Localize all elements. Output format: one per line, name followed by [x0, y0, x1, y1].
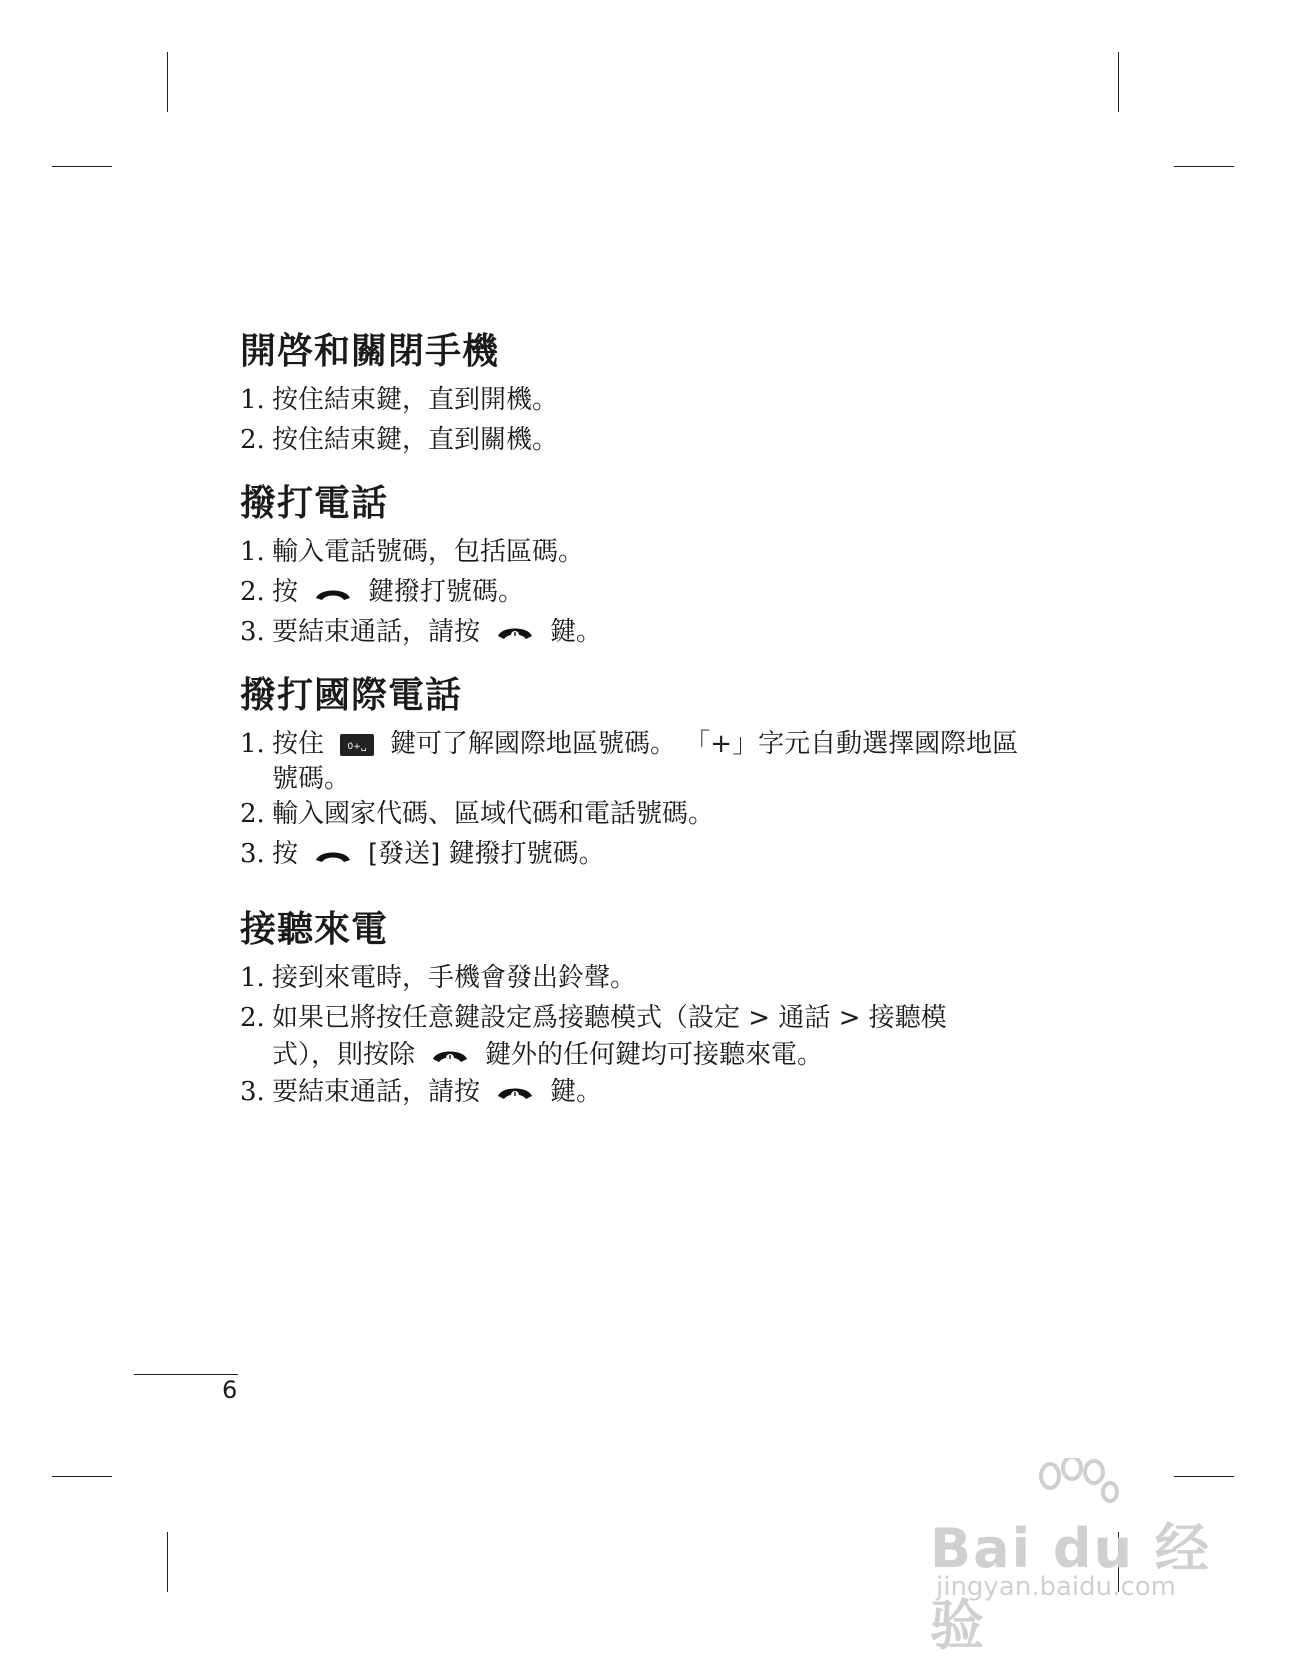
list-item: 3. 要結束通話，請按 鍵。: [240, 1077, 603, 1107]
send-key-icon: [314, 846, 352, 864]
section-power: [240, 330, 1060, 460]
section-title: 撥打國際電話: [240, 675, 463, 716]
baidu-watermark: [930, 1458, 1230, 1657]
section-title: 撥打電話: [240, 483, 389, 524]
send-key-icon: [314, 584, 352, 602]
list-item: 1. 輸入電話號碼，包括區碼。: [240, 537, 585, 567]
end-key-icon: [496, 1084, 534, 1102]
list-item: 1. 接到來電時，手機會發出鈴聲。: [240, 963, 637, 993]
svg-text:0+␣: 0+␣: [347, 741, 367, 752]
zero-plus-key-icon: [340, 734, 374, 756]
crop-mark: [1174, 166, 1234, 167]
watermark-brand: Bai du 经验: [930, 1517, 1211, 1657]
crop-mark: [167, 1532, 168, 1592]
section-answer-call: [240, 908, 1060, 1112]
crop-mark: [1118, 52, 1119, 112]
section-make-call: [240, 482, 1060, 652]
list-item: 2. 按 鍵撥打號碼。: [240, 577, 525, 607]
page-number: 6: [222, 1376, 238, 1404]
watermark-url: jingyan.baidu.com: [936, 1572, 1176, 1602]
list-item: 1. 按住結束鍵，直到開機。: [240, 385, 559, 415]
list-item: 2. 如果已將按任意鍵設定爲接聽模式（設定 > 通話 > 接聽模 式），則按除 鍵外的任何鍵均可接聽來電。: [240, 1003, 947, 1070]
page-number-rule: [134, 1374, 238, 1375]
section-international-call: [240, 674, 1060, 874]
section-title: 開啓和關閉手機: [240, 331, 500, 372]
end-key-icon: [431, 1047, 469, 1065]
list-item: 2. 按住結束鍵，直到關機。: [240, 425, 559, 455]
list-item: 3. 按 [發送] 鍵撥打號碼。: [240, 839, 605, 869]
list-item: 3. 要結束通話，請按 鍵。: [240, 617, 603, 647]
crop-mark: [167, 52, 168, 112]
crop-mark: [52, 166, 112, 167]
section-title: 接聽來電: [240, 909, 389, 950]
crop-mark: [52, 1476, 112, 1477]
list-item: 2. 輸入國家代碼、區域代碼和電話號碼。: [240, 799, 715, 829]
list-item: 1. 按住 0+␣ 鍵可了解國際地區號碼。 「+」字元自動選擇國際地區 號碼。: [240, 729, 1019, 794]
end-key-icon: [496, 624, 534, 642]
